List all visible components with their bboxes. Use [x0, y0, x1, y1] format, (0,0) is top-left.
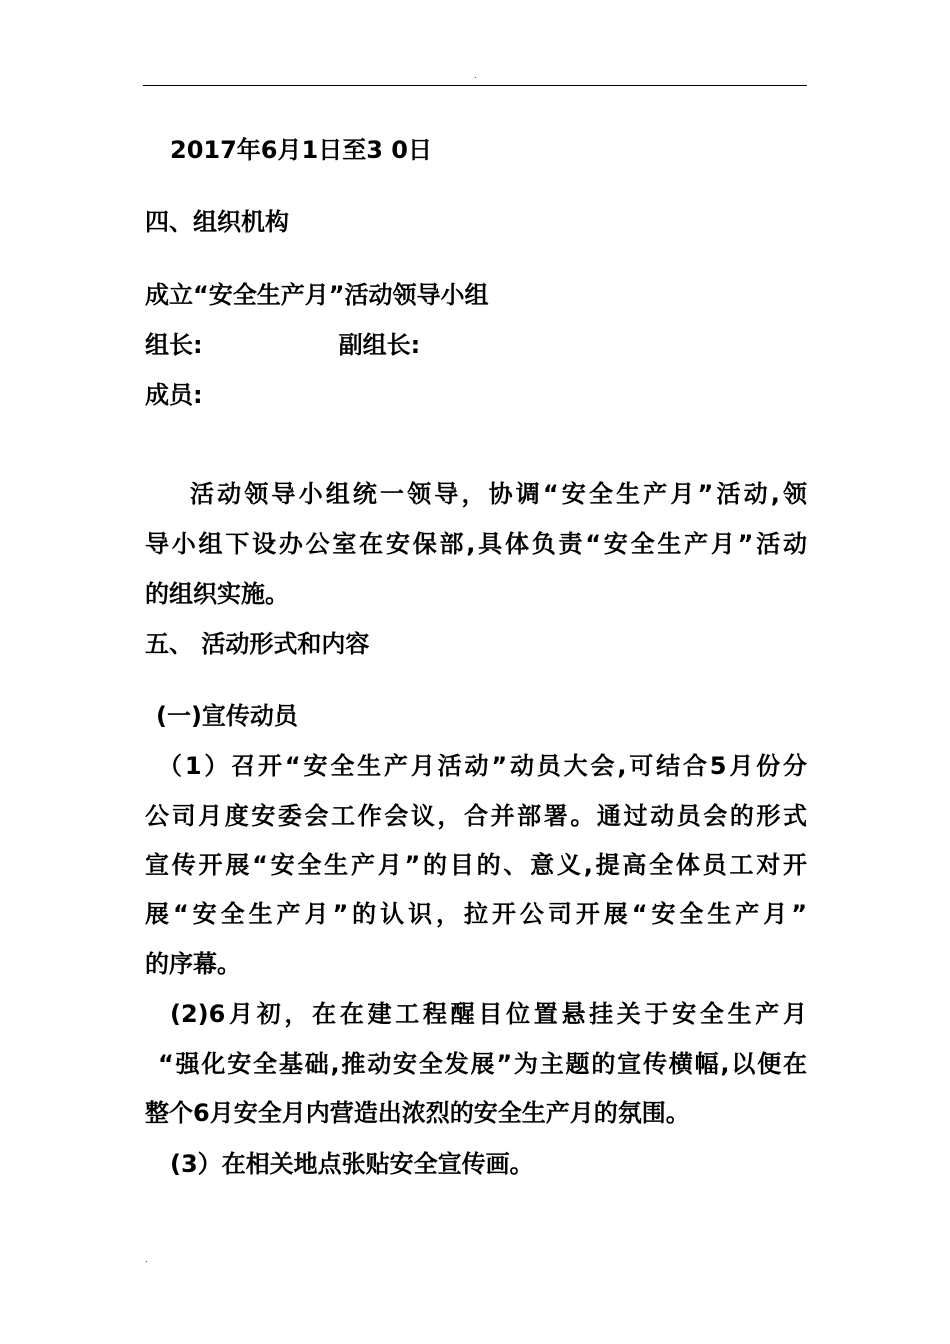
para1-line-3: 的组织实施。 [145, 580, 289, 608]
item2-line-2: “强化安全基础,推动安全发展”为主题的宣传横幅,以便在 [158, 1050, 807, 1078]
item1-line-2: 公司月度安委会工作会议，合并部署。通过动员会的形式 [145, 802, 807, 830]
section5-title: 五、 活动形式和内容 [145, 630, 370, 658]
item2-line-1: (2)6月初，在在建工程醒目位置悬挂关于安全生产月 [170, 1000, 807, 1028]
item1-line-5: 的序幕。 [145, 950, 241, 978]
members-label: 成员: [145, 381, 203, 409]
section4-title: 四、组织机构 [145, 208, 289, 236]
date-line: 2017年6月1日至3 0日 [170, 136, 432, 164]
item2-line-3: 整个6月安全月内营造出浓烈的安全生产月的氛围。 [145, 1099, 690, 1127]
sub1-title: (一)宣传动员 [156, 702, 298, 730]
item1-line-4: 展“安全生产月”的认识，拉开公司开展“安全生产月” [145, 900, 807, 928]
para1-line-2: 导小组下设办公室在安保部,具体负责“安全生产月”活动 [145, 530, 807, 558]
deputy-label: 副组长: [338, 331, 421, 359]
header-rule [143, 85, 807, 86]
para1-line-1: 活动领导小组统一领导，协调“安全生产月”活动,领 [190, 480, 807, 508]
leader-label: 组长: [145, 331, 203, 359]
item1-line-1: （1）召开“安全生产月活动”动员大会,可结合5月份分 [158, 752, 807, 780]
item3-line: (3）在相关地点张贴安全宣传画。 [170, 1150, 534, 1178]
leader-row [145, 329, 807, 361]
footer-dot: . [145, 1255, 148, 1264]
item1-line-3: 宣传开展“安全生产月”的目的、意义,提高全体员工对开 [145, 851, 807, 879]
header-dot: . [474, 71, 477, 80]
group-title: 成立“安全生产月”活动领导小组 [145, 281, 489, 309]
